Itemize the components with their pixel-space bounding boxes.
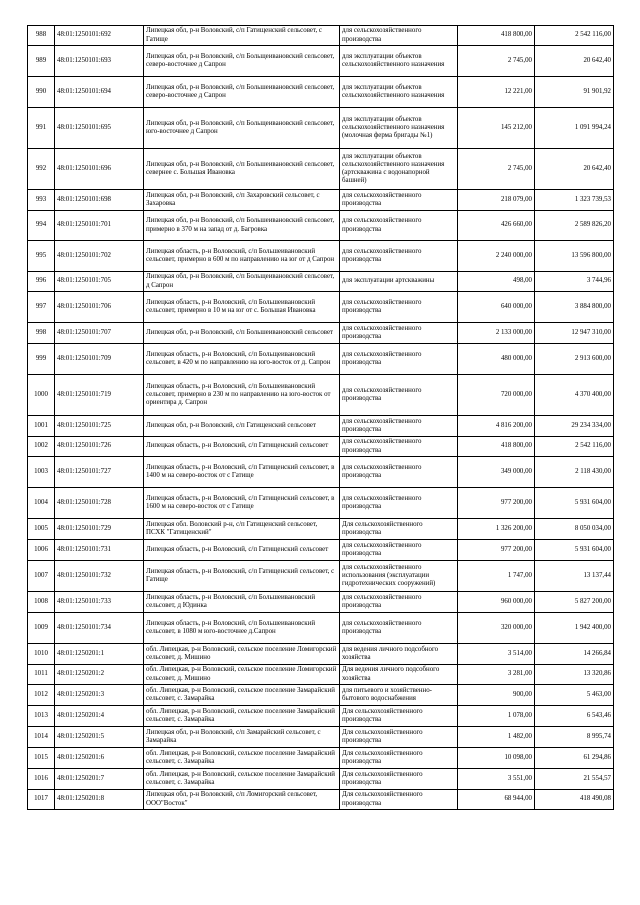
location-address-cell: Липецкая обл, р-н Воловский, с/п Большеивановский сельсовет, севернее с. Большая Ивановка xyxy=(144,149,340,190)
location-address-cell: Липецкая область, р-н Воловский, с/п Больщеивановский сельсовет, в 420 м по направлению на юго-восток от д. Сапрон xyxy=(144,344,340,375)
area-value-cell: 480 000,00 xyxy=(458,344,535,375)
cadastral-number-cell: 48:01:1250101:701 xyxy=(55,211,144,241)
cadastral-number-cell: 48:01:1250101:696 xyxy=(55,149,144,190)
row-number-cell: 1008 xyxy=(28,592,55,613)
area-value-cell: 12 221,00 xyxy=(458,77,535,108)
cadastral-number-cell: 48:01:1250101:734 xyxy=(55,613,144,644)
table-row xyxy=(28,241,614,272)
area-value-cell: 720 000,00 xyxy=(458,375,535,416)
table-row xyxy=(28,748,614,769)
location-address-cell: обл. Липецкая, р-н Воловский, сельское поселение Замарайский сельсовет, с. Замарайка xyxy=(144,769,340,790)
cadastral-cost-cell: 1 942 400,00 xyxy=(535,613,614,644)
area-value-cell: 900,00 xyxy=(458,685,535,706)
cadastral-cost-cell: 6 543,46 xyxy=(535,706,614,727)
row-number-cell: 1017 xyxy=(28,790,55,810)
area-value-cell: 418 800,00 xyxy=(458,437,535,457)
row-number-cell: 1010 xyxy=(28,644,55,665)
row-number-cell: 995 xyxy=(28,241,55,272)
area-value-cell: 960 000,00 xyxy=(458,592,535,613)
cadastral-cost-cell: 8 050 034,00 xyxy=(535,519,614,540)
area-value-cell: 640 000,00 xyxy=(458,292,535,323)
cadastral-cost-cell: 29 234 334,00 xyxy=(535,416,614,437)
cadastral-number-cell: 48:01:1250101:728 xyxy=(55,488,144,519)
cadastral-cost-cell: 21 554,57 xyxy=(535,769,614,790)
cadastral-cost-cell: 2 589 826,20 xyxy=(535,211,614,241)
permitted-use-cell: для сельскохозяйственного производства xyxy=(340,592,458,613)
row-number-cell: 988 xyxy=(28,26,55,46)
permitted-use-cell: для питьевого и хозяйственно-бытового водоснабжения xyxy=(340,685,458,706)
cadastral-number-cell: 48:01:1250101:726 xyxy=(55,437,144,457)
permitted-use-cell: для сельскохозяйственного производства xyxy=(340,416,458,437)
location-address-cell: обл. Липецкая, р-н Воловский, сельское поселение Замарайский сельсовет, с. Замарайка xyxy=(144,685,340,706)
location-address-cell: Липецкая обл, р-н Воловский, с/п Большеивановский сельсовет xyxy=(144,323,340,344)
area-value-cell: 498,00 xyxy=(458,272,535,292)
location-address-cell: обл. Липецкая, р-н Воловский, сельское поселение Ломигорский сельсовет, д. Мишино xyxy=(144,644,340,665)
location-address-cell: Липецкая обл, р-н Воловский, с/п Гатищенский сельсовет, с Гатище xyxy=(144,26,340,46)
row-number-cell: 1001 xyxy=(28,416,55,437)
row-number-cell: 989 xyxy=(28,46,55,77)
table-row xyxy=(28,46,614,77)
cadastral-number-cell: 48:01:1250101:698 xyxy=(55,190,144,211)
row-number-cell: 999 xyxy=(28,344,55,375)
row-number-cell: 1005 xyxy=(28,519,55,540)
cadastral-cost-cell: 4 370 400,00 xyxy=(535,375,614,416)
table-body xyxy=(28,26,614,810)
permitted-use-cell: для сельскохозяйственного производства xyxy=(340,241,458,272)
cadastral-cost-cell: 13 320,86 xyxy=(535,665,614,685)
table-row xyxy=(28,149,614,190)
row-number-cell: 997 xyxy=(28,292,55,323)
cadastral-number-cell: 48:01:1250201:4 xyxy=(55,706,144,727)
cadastral-number-cell: 48:01:1250101:729 xyxy=(55,519,144,540)
cadastral-number-cell: 48:01:1250201:5 xyxy=(55,727,144,748)
cadastral-cost-cell: 61 294,86 xyxy=(535,748,614,769)
area-value-cell: 2 240 000,00 xyxy=(458,241,535,272)
area-value-cell: 1 326 200,00 xyxy=(458,519,535,540)
row-number-cell: 1000 xyxy=(28,375,55,416)
location-address-cell: Липецкая обл, р-н Воловский, с/п Захаровский сельсовет, с Захаровка xyxy=(144,190,340,211)
permitted-use-cell: для сельскохозяйственного производства xyxy=(340,211,458,241)
cadastral-cost-cell: 5 827 200,00 xyxy=(535,592,614,613)
cadastral-cost-cell: 8 995,74 xyxy=(535,727,614,748)
cadastral-number-cell: 48:01:1250201:2 xyxy=(55,665,144,685)
cadastral-number-cell: 48:01:1250101:693 xyxy=(55,46,144,77)
cadastral-cost-cell: 2 913 600,00 xyxy=(535,344,614,375)
location-address-cell: Липецкая область, р-н Воловский, с/п Гатищенский сельсовет, в 1600 м на северо-восток от с Гатище xyxy=(144,488,340,519)
area-value-cell: 977 200,00 xyxy=(458,540,535,561)
cadastral-cost-cell: 5 463,00 xyxy=(535,685,614,706)
row-number-cell: 992 xyxy=(28,149,55,190)
row-number-cell: 1016 xyxy=(28,769,55,790)
cadastral-number-cell: 48:01:1250101:732 xyxy=(55,561,144,592)
table-row xyxy=(28,375,614,416)
table-row xyxy=(28,323,614,344)
location-address-cell: обл. Липецкая, р-н Воловский, сельское поселение Ломигорский сельсовет, д. Мишино xyxy=(144,665,340,685)
cadastral-cost-cell: 2 542 116,00 xyxy=(535,26,614,46)
location-address-cell: Липецкая обл, р-н Воловский, с/п Гатищенский сельсовет xyxy=(144,416,340,437)
table-row xyxy=(28,665,614,685)
location-address-cell: Липецкая область, р-н Воловский, с/п Гатищенский сельсовет xyxy=(144,540,340,561)
location-address-cell: Липецкая область, р-н Воловский, с/п Большеивановский сельсовет, д Юдинка xyxy=(144,592,340,613)
cadastral-cost-cell: 13 596 800,00 xyxy=(535,241,614,272)
location-address-cell: Липецкая обл, р-н Воловский, с/п Ломигорский сельсовет, ООО"Восток" xyxy=(144,790,340,810)
row-number-cell: 998 xyxy=(28,323,55,344)
permitted-use-cell: для ведения личного подсобного хозяйства xyxy=(340,644,458,665)
area-value-cell: 2 745,00 xyxy=(458,46,535,77)
permitted-use-cell: Для сельскохозяйственного производства xyxy=(340,748,458,769)
area-value-cell: 145 212,00 xyxy=(458,108,535,149)
location-address-cell: Липецкая область, р-н Воловский, с/п Большеивановский сельсовет, примерно в 600 м по направлению на юг от д Сапрон xyxy=(144,241,340,272)
cadastral-number-cell: 48:01:1250101:725 xyxy=(55,416,144,437)
cadastral-cost-cell: 5 931 604,00 xyxy=(535,488,614,519)
area-value-cell: 218 079,00 xyxy=(458,190,535,211)
location-address-cell: Липецкая область, р-н Воловский, с/п Большеивановский сельсовет, примерно в 10 м на юг от с. Большая Ивановка xyxy=(144,292,340,323)
location-address-cell: Липецкая обл, р-н Воловский, с/п Большеивановский сельсовет, северо-восточнее д Сапрон xyxy=(144,77,340,108)
cadastral-cost-cell: 14 266,84 xyxy=(535,644,614,665)
cadastral-cost-cell: 1 091 994,24 xyxy=(535,108,614,149)
area-value-cell: 418 800,00 xyxy=(458,26,535,46)
area-value-cell: 68 944,00 xyxy=(458,790,535,810)
area-value-cell: 3 514,00 xyxy=(458,644,535,665)
permitted-use-cell: для сельскохозяйственного производства xyxy=(340,488,458,519)
permitted-use-cell: для эксплуатации объектов сельскохозяйственного назначения xyxy=(340,46,458,77)
table-row xyxy=(28,727,614,748)
permitted-use-cell: для сельскохозяйственного производства xyxy=(340,344,458,375)
permitted-use-cell: Для сельскохозяйственного производства xyxy=(340,727,458,748)
table-row xyxy=(28,592,614,613)
permitted-use-cell: для сельскохозяйственного производства xyxy=(340,375,458,416)
cadastral-cost-cell: 2 542 116,00 xyxy=(535,437,614,457)
row-number-cell: 991 xyxy=(28,108,55,149)
location-address-cell: обл. Липецкая, р-н Воловский, сельское поселение Замарайский сельсовет, с. Замарайка xyxy=(144,748,340,769)
row-number-cell: 994 xyxy=(28,211,55,241)
table-row xyxy=(28,77,614,108)
location-address-cell: Липецкая обл, р-н Воловский, с/п Замарайский сельсовет, с Замарайка xyxy=(144,727,340,748)
cadastral-cost-cell: 20 642,40 xyxy=(535,149,614,190)
row-number-cell: 1004 xyxy=(28,488,55,519)
table-row xyxy=(28,769,614,790)
row-number-cell: 1015 xyxy=(28,748,55,769)
location-address-cell: Липецкая область, р-н Воловский, с/п Большеивановский сельсовет, примерно в 230 м по направлению на юго-восток от ориентира д. Сапрон xyxy=(144,375,340,416)
table-row xyxy=(28,211,614,241)
cadastral-cost-cell: 1 323 739,53 xyxy=(535,190,614,211)
cadastral-number-cell: 48:01:1250201:7 xyxy=(55,769,144,790)
row-number-cell: 1012 xyxy=(28,685,55,706)
cadastral-number-cell: 48:01:1250101:731 xyxy=(55,540,144,561)
row-number-cell: 990 xyxy=(28,77,55,108)
location-address-cell: Липецкая обл, р-н Воловский, с/п Больщеивановский сельсовет, д Сапрон xyxy=(144,272,340,292)
cadastral-cost-cell: 13 137,44 xyxy=(535,561,614,592)
cadastral-number-cell: 48:01:1250201:1 xyxy=(55,644,144,665)
table-row xyxy=(28,272,614,292)
cadastral-number-cell: 48:01:1250101:692 xyxy=(55,26,144,46)
row-number-cell: 1003 xyxy=(28,457,55,488)
table-row xyxy=(28,437,614,457)
table-row xyxy=(28,26,614,46)
permitted-use-cell: для сельскохозяйственного производства xyxy=(340,540,458,561)
permitted-use-cell: для сельскохозяйственного производства xyxy=(340,26,458,46)
area-value-cell: 1 747,00 xyxy=(458,561,535,592)
table-row xyxy=(28,561,614,592)
permitted-use-cell: для сельскохозяйственного производства xyxy=(340,457,458,488)
cadastral-number-cell: 48:01:1250101:727 xyxy=(55,457,144,488)
location-address-cell: Липецкая обл, р-н Воловский, с/п Больщеивановский сельсовет, северо-восточнее д Сапрон xyxy=(144,46,340,77)
permitted-use-cell: для эксплуатации объектов сельскохозяйственного назначения xyxy=(340,77,458,108)
cadastral-number-cell: 48:01:1250201:6 xyxy=(55,748,144,769)
location-address-cell: Липецкая обл. Воловский р-н, с/п Гатищенский сельсовет, ПСХК "Гатищенский" xyxy=(144,519,340,540)
cadastral-number-cell: 48:01:1250101:695 xyxy=(55,108,144,149)
cadastral-cost-cell: 5 931 604,00 xyxy=(535,540,614,561)
permitted-use-cell: Для сельскохозяйственного производства xyxy=(340,519,458,540)
table-row xyxy=(28,644,614,665)
table-row xyxy=(28,685,614,706)
area-value-cell: 3 551,00 xyxy=(458,769,535,790)
table-row xyxy=(28,540,614,561)
permitted-use-cell: для сельскохозяйственного производства xyxy=(340,437,458,457)
location-address-cell: Липецкая обл, р-н Воловский, с/п Большеивановский сельсовет, примерно в 370 м на запад от д. Багровка xyxy=(144,211,340,241)
permitted-use-cell: для сельскохозяйственного производства xyxy=(340,292,458,323)
row-number-cell: 993 xyxy=(28,190,55,211)
area-value-cell: 1 482,00 xyxy=(458,727,535,748)
row-number-cell: 1007 xyxy=(28,561,55,592)
area-value-cell: 977 200,00 xyxy=(458,488,535,519)
location-address-cell: Липецкая область, р-н Воловский, с/п Большеивановский сельсовет, в 1080 м юго-восточнее д.Сапрон xyxy=(144,613,340,644)
cadastral-number-cell: 48:01:1250101:707 xyxy=(55,323,144,344)
permitted-use-cell: Для сельскохозяйственного производства xyxy=(340,769,458,790)
table-row xyxy=(28,190,614,211)
cadastral-number-cell: 48:01:1250101:694 xyxy=(55,77,144,108)
row-number-cell: 1002 xyxy=(28,437,55,457)
permitted-use-cell: для эксплуатации артскважины xyxy=(340,272,458,292)
location-address-cell: Липецкая область, р-н Воловский, с/п Гатищенский сельсовет, в 1400 м на северо-восток от с Гатище xyxy=(144,457,340,488)
table-row xyxy=(28,457,614,488)
area-value-cell: 2 745,00 xyxy=(458,149,535,190)
cadastral-number-cell: 48:01:1250101:705 xyxy=(55,272,144,292)
cadastral-number-cell: 48:01:1250101:709 xyxy=(55,344,144,375)
table-row xyxy=(28,519,614,540)
cadastral-cost-cell: 418 490,08 xyxy=(535,790,614,810)
table-row xyxy=(28,706,614,727)
cadastral-cost-cell: 3 744,96 xyxy=(535,272,614,292)
permitted-use-cell: для эксплуатации объектов сельскохозяйственного назначения (молочная ферма бригады №1) xyxy=(340,108,458,149)
permitted-use-cell: для сельскохозяйственного использования (эксплуатации гидротехнических сооружений) xyxy=(340,561,458,592)
table-row xyxy=(28,344,614,375)
cadastral-number-cell: 48:01:1250101:733 xyxy=(55,592,144,613)
cadastral-cost-cell: 20 642,40 xyxy=(535,46,614,77)
document-page xyxy=(27,25,613,810)
location-address-cell: Липецкая область, р-н Воловский, с/п Гатищенский сельсовет xyxy=(144,437,340,457)
location-address-cell: обл. Липецкая, р-н Воловский, сельское поселение Замарайский сельсовет, с. Замарайка xyxy=(144,706,340,727)
permitted-use-cell: для сельскохозяйственного производства xyxy=(340,190,458,211)
area-value-cell: 3 281,00 xyxy=(458,665,535,685)
table-row xyxy=(28,416,614,437)
table-row xyxy=(28,613,614,644)
area-value-cell: 4 816 200,00 xyxy=(458,416,535,437)
area-value-cell: 349 000,00 xyxy=(458,457,535,488)
row-number-cell: 1006 xyxy=(28,540,55,561)
permitted-use-cell: Для ведения личного подсобного хозяйства xyxy=(340,665,458,685)
cadastral-number-cell: 48:01:1250101:706 xyxy=(55,292,144,323)
permitted-use-cell: для сельскохозяйственного производства xyxy=(340,323,458,344)
area-value-cell: 1 078,00 xyxy=(458,706,535,727)
row-number-cell: 1014 xyxy=(28,727,55,748)
area-value-cell: 426 660,00 xyxy=(458,211,535,241)
cadastral-cost-cell: 3 884 800,00 xyxy=(535,292,614,323)
cadastral-cost-cell: 91 901,92 xyxy=(535,77,614,108)
table-row xyxy=(28,292,614,323)
cadastral-number-cell: 48:01:1250201:3 xyxy=(55,685,144,706)
row-number-cell: 996 xyxy=(28,272,55,292)
row-number-cell: 1009 xyxy=(28,613,55,644)
area-value-cell: 10 098,00 xyxy=(458,748,535,769)
land-plots-table xyxy=(27,25,614,810)
cadastral-cost-cell: 2 118 430,00 xyxy=(535,457,614,488)
location-address-cell: Липецкая обл, р-н Воловский, с/п Больщеивановский сельсовет, юго-восточнее д Сапрон xyxy=(144,108,340,149)
area-value-cell: 320 000,00 xyxy=(458,613,535,644)
permitted-use-cell: Для сельскохозяйственного производства xyxy=(340,706,458,727)
cadastral-number-cell: 48:01:1250101:719 xyxy=(55,375,144,416)
permitted-use-cell: для эксплуатации объектов сельскохозяйственного назначения (артскважина с водонапорной башней) xyxy=(340,149,458,190)
table-row xyxy=(28,790,614,810)
table-row xyxy=(28,488,614,519)
cadastral-number-cell: 48:01:1250101:702 xyxy=(55,241,144,272)
location-address-cell: Липецкая область, р-н Воловский, с/п Гатищенский сельсовет, с Гатище xyxy=(144,561,340,592)
cadastral-cost-cell: 12 947 310,00 xyxy=(535,323,614,344)
row-number-cell: 1013 xyxy=(28,706,55,727)
cadastral-number-cell: 48:01:1250201:8 xyxy=(55,790,144,810)
row-number-cell: 1011 xyxy=(28,665,55,685)
permitted-use-cell: Для сельскохозяйственного производства xyxy=(340,790,458,810)
permitted-use-cell: для сельскохозяйственного производства xyxy=(340,613,458,644)
area-value-cell: 2 133 000,00 xyxy=(458,323,535,344)
table-row xyxy=(28,108,614,149)
